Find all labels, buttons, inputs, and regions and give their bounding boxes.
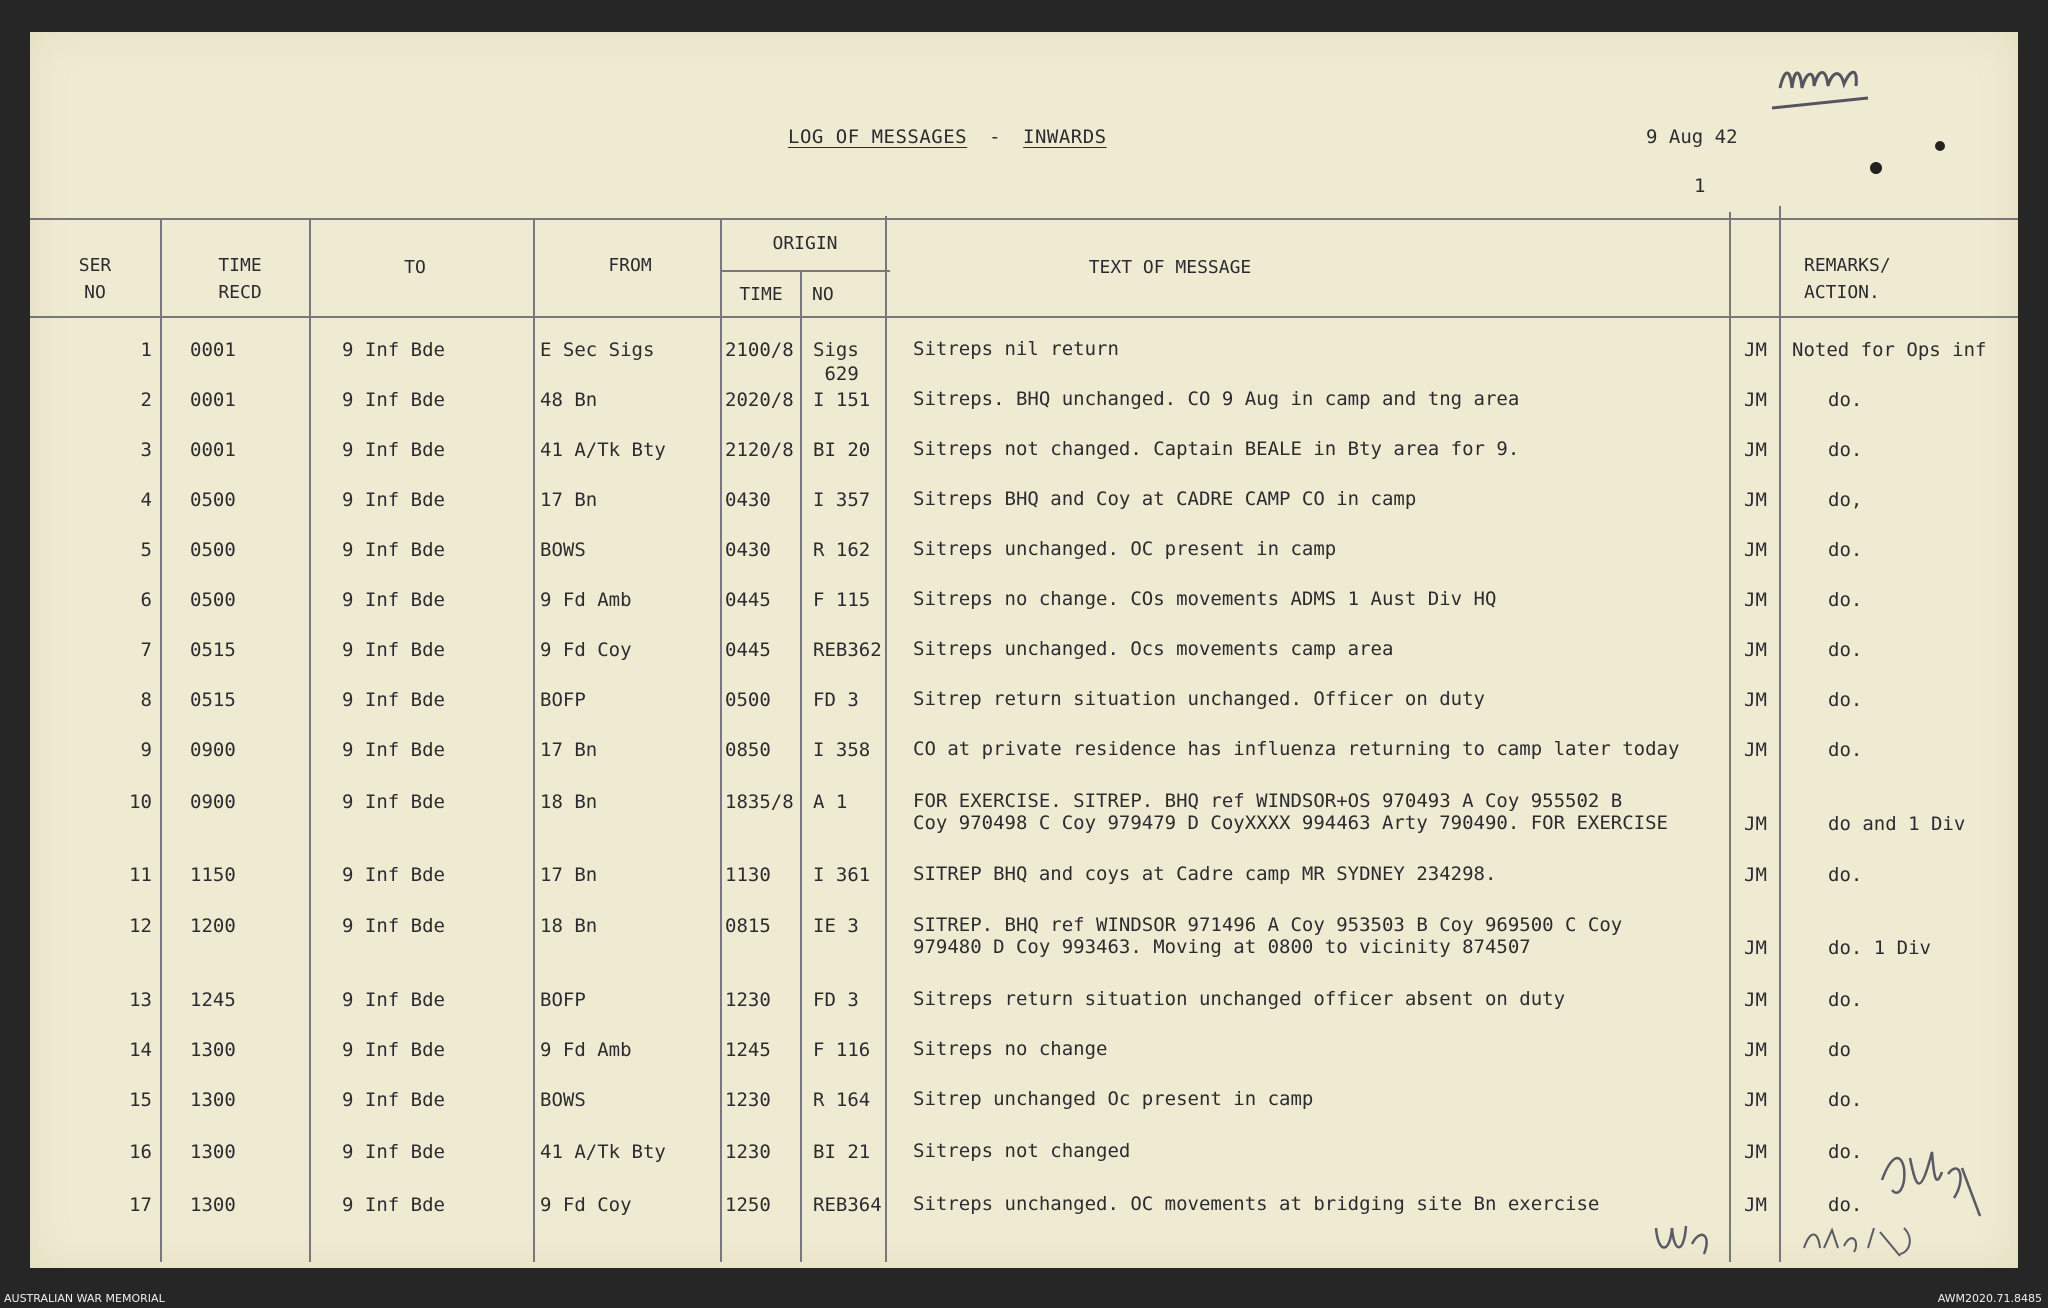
row-initials: JM bbox=[1744, 739, 1767, 761]
footer-accession-number: AWM2020.71.8485 bbox=[1937, 1292, 2042, 1305]
row-origin-time: 0430 bbox=[725, 539, 771, 561]
row-ser-no: 8 bbox=[140, 689, 152, 711]
row-from: 18 Bn bbox=[540, 915, 598, 937]
row-ser-no: 14 bbox=[129, 1039, 152, 1061]
row-to: 9 Inf Bde bbox=[342, 689, 445, 711]
row-message-text: Sitreps unchanged. Ocs movements camp area bbox=[913, 638, 1394, 660]
column-divider-6 bbox=[885, 216, 887, 1262]
row-initials: JM bbox=[1744, 1039, 1767, 1061]
column-divider-1 bbox=[160, 220, 162, 1262]
row-ser-no: 5 bbox=[140, 539, 152, 561]
header-origin-no: NO bbox=[812, 284, 834, 305]
row-to: 9 Inf Bde bbox=[342, 1194, 445, 1216]
header-origin-time: TIME bbox=[739, 284, 783, 305]
row-to: 9 Inf Bde bbox=[342, 989, 445, 1011]
row-origin-time: 2120/8 bbox=[725, 439, 794, 461]
header-origin: ORIGIN bbox=[772, 233, 838, 254]
row-origin-no: FD 3 bbox=[813, 989, 859, 1011]
row-time-received: 1245 bbox=[190, 989, 236, 1011]
row-ser-no: 13 bbox=[129, 989, 152, 1011]
row-to: 9 Inf Bde bbox=[342, 1089, 445, 1111]
row-remarks: do. bbox=[1828, 739, 1863, 761]
row-ser-no: 12 bbox=[129, 915, 152, 937]
row-message-text: Sitreps nil return bbox=[913, 338, 1119, 360]
document-title bbox=[788, 126, 1107, 148]
row-origin-time: 0500 bbox=[725, 689, 771, 711]
row-ser-no: 2 bbox=[140, 389, 152, 411]
row-ser-no: 6 bbox=[140, 589, 152, 611]
row-origin-no: F 115 bbox=[813, 589, 871, 611]
row-to: 9 Inf Bde bbox=[342, 339, 445, 361]
row-origin-no: REB362 bbox=[813, 639, 882, 661]
row-time-received: 0001 bbox=[190, 339, 236, 361]
row-to: 9 Inf Bde bbox=[342, 1141, 445, 1163]
row-time-received: 0515 bbox=[190, 689, 236, 711]
row-remarks: do. bbox=[1828, 639, 1863, 661]
row-origin-no: BI 20 bbox=[813, 439, 871, 461]
row-remarks: do. bbox=[1828, 989, 1863, 1011]
row-time-received: 1300 bbox=[190, 1141, 236, 1163]
row-from: 9 Fd Coy bbox=[540, 639, 632, 661]
column-divider-2 bbox=[309, 220, 311, 1262]
row-from: 48 Bn bbox=[540, 389, 598, 411]
row-ser-no: 3 bbox=[140, 439, 152, 461]
row-remarks: do, bbox=[1828, 489, 1863, 511]
row-remarks: do. 1 Div bbox=[1828, 937, 1931, 959]
row-time-received: 1300 bbox=[190, 1194, 236, 1216]
row-from: BOWS bbox=[540, 539, 586, 561]
row-origin-time: 1250 bbox=[725, 1194, 771, 1216]
table-top-border bbox=[30, 218, 2018, 220]
row-message-text: FOR EXERCISE. SITREP. BHQ ref WINDSOR+OS 970493 A Coy 955502 B Coy 970498 C Coy 979479 D CoyXXXX 994463 Arty 790490. FOR EXERCISE bbox=[913, 790, 1668, 834]
row-to: 9 Inf Bde bbox=[342, 791, 445, 813]
row-message-text: Sitreps no change. COs movements ADMS 1 Aust Div HQ bbox=[913, 588, 1497, 610]
row-message-text: Sitreps unchanged. OC present in camp bbox=[913, 538, 1337, 560]
row-message-text: Sitreps. BHQ unchanged. CO 9 Aug in camp and tng area bbox=[913, 388, 1520, 410]
row-remarks: do. bbox=[1828, 439, 1863, 461]
column-divider-7 bbox=[1729, 212, 1731, 1262]
column-divider-5 bbox=[800, 272, 802, 1262]
row-origin-time: 1835/8 bbox=[725, 791, 794, 813]
row-ser-no: 9 bbox=[140, 739, 152, 761]
row-origin-no: I 358 bbox=[813, 739, 871, 761]
title-inwards: INWARDS bbox=[1023, 126, 1107, 148]
row-remarks: do. bbox=[1828, 389, 1863, 411]
row-time-received: 1200 bbox=[190, 915, 236, 937]
row-to: 9 Inf Bde bbox=[342, 864, 445, 886]
row-from: 9 Fd Coy bbox=[540, 1194, 632, 1216]
row-from: 9 Fd Amb bbox=[540, 1039, 632, 1061]
row-from: 17 Bn bbox=[540, 864, 598, 886]
row-initials: JM bbox=[1744, 589, 1767, 611]
row-ser-no: 15 bbox=[129, 1089, 152, 1111]
header-to: TO bbox=[404, 257, 426, 278]
row-to: 9 Inf Bde bbox=[342, 739, 445, 761]
row-origin-no: FD 3 bbox=[813, 689, 859, 711]
row-origin-no: Sigs 629 bbox=[813, 339, 859, 385]
row-time-received: 0001 bbox=[190, 389, 236, 411]
row-message-text: Sitreps unchanged. OC movements at bridging site Bn exercise bbox=[913, 1193, 1600, 1215]
row-initials: JM bbox=[1744, 539, 1767, 561]
row-time-received: 0515 bbox=[190, 639, 236, 661]
row-to: 9 Inf Bde bbox=[342, 1039, 445, 1061]
handwritten-folio-mark bbox=[1768, 58, 1878, 120]
row-origin-no: I 357 bbox=[813, 489, 871, 511]
title-log-of-messages: LOG OF MESSAGES bbox=[788, 126, 968, 148]
title-separator: - bbox=[989, 126, 1002, 148]
row-initials: JM bbox=[1744, 389, 1767, 411]
row-origin-time: 1130 bbox=[725, 864, 771, 886]
row-origin-time: 1230 bbox=[725, 989, 771, 1011]
row-from: 9 Fd Amb bbox=[540, 589, 632, 611]
row-from: 17 Bn bbox=[540, 739, 598, 761]
row-to: 9 Inf Bde bbox=[342, 489, 445, 511]
row-time-received: 0900 bbox=[190, 791, 236, 813]
page-number: 1 bbox=[1694, 175, 1706, 197]
row-to: 9 Inf Bde bbox=[342, 589, 445, 611]
row-origin-time: 2100/8 bbox=[725, 339, 794, 361]
row-remarks: do. bbox=[1828, 1141, 1863, 1163]
header-text-of-message: TEXT OF MESSAGE bbox=[1088, 257, 1252, 278]
row-time-received: 0001 bbox=[190, 439, 236, 461]
row-remarks: do. bbox=[1828, 539, 1863, 561]
row-from: BOFP bbox=[540, 689, 586, 711]
row-origin-no: I 361 bbox=[813, 864, 871, 886]
row-from: 41 A/Tk Bty bbox=[540, 439, 666, 461]
row-time-received: 0500 bbox=[190, 539, 236, 561]
row-origin-no: R 162 bbox=[813, 539, 871, 561]
document-date: 9 Aug 42 bbox=[1646, 126, 1738, 148]
row-ser-no: 17 bbox=[129, 1194, 152, 1216]
header-time-recd: TIME RECD bbox=[218, 255, 262, 303]
header-ser-no: SER NO bbox=[78, 255, 112, 303]
row-to: 9 Inf Bde bbox=[342, 915, 445, 937]
row-remarks: do bbox=[1828, 1039, 1851, 1061]
row-origin-no: REB364 bbox=[813, 1194, 882, 1216]
row-ser-no: 4 bbox=[140, 489, 152, 511]
row-time-received: 0900 bbox=[190, 739, 236, 761]
row-remarks: do. bbox=[1828, 689, 1863, 711]
row-time-received: 0500 bbox=[190, 489, 236, 511]
row-to: 9 Inf Bde bbox=[342, 539, 445, 561]
row-time-received: 1300 bbox=[190, 1089, 236, 1111]
row-from: BOWS bbox=[540, 1089, 586, 1111]
row-initials: JM bbox=[1744, 864, 1767, 886]
row-from: 17 Bn bbox=[540, 489, 598, 511]
row-message-text: Sitreps BHQ and Coy at CADRE CAMP CO in camp bbox=[913, 488, 1417, 510]
row-message-text: Sitrep return situation unchanged. Officer on duty bbox=[913, 688, 1485, 710]
row-origin-no: R 164 bbox=[813, 1089, 871, 1111]
row-remarks: do and 1 Div bbox=[1828, 813, 1966, 835]
column-divider-3 bbox=[533, 220, 535, 1262]
row-message-text: Sitreps return situation unchanged officer absent on duty bbox=[913, 988, 1566, 1010]
handwritten-date-annotation-icon bbox=[1800, 1218, 1920, 1262]
row-from: E Sec Sigs bbox=[540, 339, 655, 361]
row-ser-no: 11 bbox=[129, 864, 152, 886]
row-ser-no: 16 bbox=[129, 1141, 152, 1163]
row-initials: JM bbox=[1744, 1141, 1767, 1163]
ink-spots-mark bbox=[1860, 128, 1950, 188]
row-time-received: 0500 bbox=[190, 589, 236, 611]
row-from: 18 Bn bbox=[540, 791, 598, 813]
row-remarks: do. bbox=[1828, 1089, 1863, 1111]
row-initials: JM bbox=[1744, 1089, 1767, 1111]
row-initials: JM bbox=[1744, 439, 1767, 461]
row-initials: JM bbox=[1744, 489, 1767, 511]
row-time-received: 1300 bbox=[190, 1039, 236, 1061]
row-origin-time: 2020/8 bbox=[725, 389, 794, 411]
row-remarks: do. bbox=[1828, 864, 1863, 886]
row-ser-no: 7 bbox=[140, 639, 152, 661]
column-divider-4 bbox=[720, 220, 722, 1262]
row-message-text: Sitreps not changed bbox=[913, 1140, 1131, 1162]
row-origin-time: 0850 bbox=[725, 739, 771, 761]
row-remarks: do. bbox=[1828, 1194, 1863, 1216]
row-to: 9 Inf Bde bbox=[342, 439, 445, 461]
row-initials: JM bbox=[1744, 989, 1767, 1011]
row-origin-time: 1230 bbox=[725, 1141, 771, 1163]
row-remarks: do. bbox=[1828, 589, 1863, 611]
row-message-text: Sitreps not changed. Captain BEALE in Bty area for 9. bbox=[913, 438, 1520, 460]
row-message-text: SITREP BHQ and coys at Cadre camp MR SYDNEY 234298. bbox=[913, 863, 1497, 885]
row-from: BOFP bbox=[540, 989, 586, 1011]
row-message-text: Sitreps no change bbox=[913, 1038, 1108, 1060]
row-message-text: CO at private residence has influenza returning to camp later today bbox=[913, 738, 1680, 760]
footer-institution: AUSTRALIAN WAR MEMORIAL bbox=[4, 1292, 165, 1305]
row-to: 9 Inf Bde bbox=[342, 639, 445, 661]
row-from: 41 A/Tk Bty bbox=[540, 1141, 666, 1163]
header-remarks-action: REMARKS/ ACTION. bbox=[1804, 255, 1891, 303]
row-origin-time: 1230 bbox=[725, 1089, 771, 1111]
row-origin-time: 0445 bbox=[725, 639, 771, 661]
row-initials: JM bbox=[1744, 339, 1767, 361]
row-initials: JM bbox=[1744, 689, 1767, 711]
row-origin-time: 0815 bbox=[725, 915, 771, 937]
table-header-bottom-border bbox=[30, 316, 2018, 318]
row-message-text: Sitrep unchanged Oc present in camp bbox=[913, 1088, 1314, 1110]
row-origin-no: F 116 bbox=[813, 1039, 871, 1061]
row-remarks: Noted for Ops inf bbox=[1792, 339, 1987, 361]
row-initials: JM bbox=[1744, 937, 1767, 959]
row-initials: JM bbox=[1744, 813, 1767, 835]
row-initials: JM bbox=[1744, 1194, 1767, 1216]
row-ser-no: 10 bbox=[129, 791, 152, 813]
row-ser-no: 1 bbox=[140, 339, 152, 361]
row-origin-no: IE 3 bbox=[813, 915, 859, 937]
row-time-received: 1150 bbox=[190, 864, 236, 886]
handwritten-initials-icon bbox=[1650, 1214, 1720, 1262]
row-origin-no: A 1 bbox=[813, 791, 848, 813]
row-origin-time: 0430 bbox=[725, 489, 771, 511]
row-to: 9 Inf Bde bbox=[342, 389, 445, 411]
column-divider-8 bbox=[1779, 206, 1781, 1262]
row-initials: JM bbox=[1744, 639, 1767, 661]
row-origin-no: I 151 bbox=[813, 389, 871, 411]
origin-subheader-line bbox=[720, 270, 890, 272]
row-origin-time: 1245 bbox=[725, 1039, 771, 1061]
row-origin-time: 0445 bbox=[725, 589, 771, 611]
row-message-text: SITREP. BHQ ref WINDSOR 971496 A Coy 953503 B Coy 969500 C Coy 979480 D Coy 993463. Moving at 0800 to vicinity 874507 bbox=[913, 914, 1623, 958]
row-origin-no: BI 21 bbox=[813, 1141, 871, 1163]
header-from: FROM bbox=[608, 255, 652, 276]
